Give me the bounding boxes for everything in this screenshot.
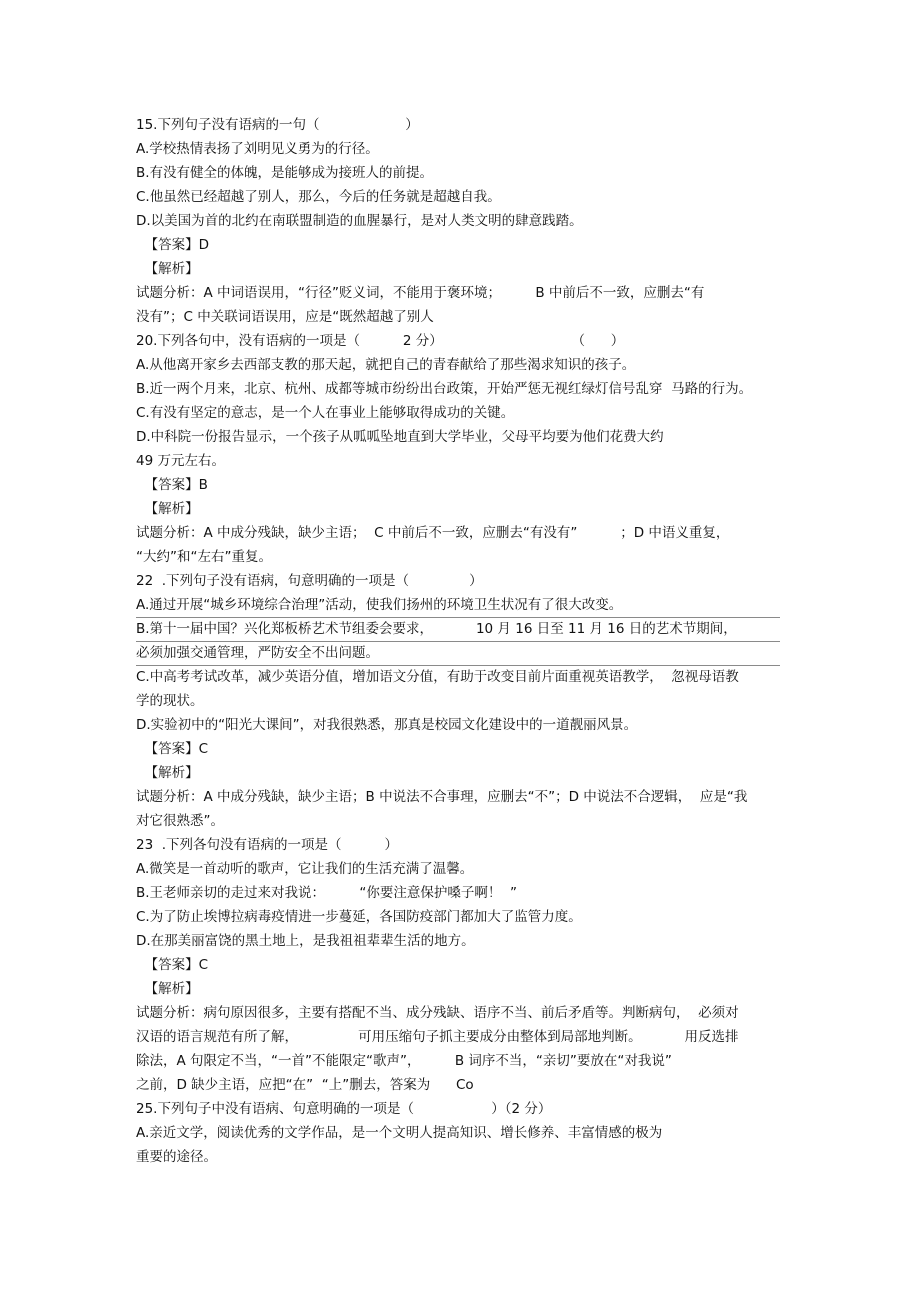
text-line: 23 .下列各句没有语病的一项是（ ）: [136, 837, 398, 853]
text-line: C.有没有坚定的意志，是一个人在事业上能够取得成功的关键。: [136, 405, 515, 421]
text-line: 【答案】B: [136, 477, 208, 493]
text-line: 【解析】: [136, 261, 199, 277]
text-line: 对它很熟悉”。: [136, 813, 224, 829]
divider-line: [136, 617, 780, 618]
text-line: B.近一两个月来，北京、杭州、成都等城市纷纷出台政策，开始严惩无视红绿灯信号乱穿 马路的行为。: [136, 381, 753, 397]
text-line: 除法，A 句限定不当，“一首”不能限定“歌声”， B 词序不当，“亲切”要放在“对我说”: [136, 1053, 672, 1069]
text-line: “大约”和“左右”重复。: [136, 549, 272, 565]
text-line: 49 万元左右。: [136, 453, 225, 469]
text-line: C.中高考考试改革，减少英语分值，增加语文分值，有助于改变目前片面重视英语教学， 忽视母语教: [136, 669, 739, 685]
text-line: D.实验初中的“阳光大课间”，对我很熟悉，那真是校园文化建设中的一道靓丽风景。: [136, 717, 638, 733]
text-line: A.亲近文学，阅读优秀的文学作品，是一个文明人提高知识、增长修养、丰富情感的极为: [136, 1125, 663, 1141]
text-line: 20.下列各句中，没有语病的一项是（ 2 分） （ ）: [136, 333, 625, 349]
text-line: A.学校热情表扬了刘明见义勇为的行径。: [136, 141, 379, 157]
text-line: 试题分析：A 中成分残缺，缺少主语； C 中前后不一致，应删去“有没有” ；D 中语义重复，: [136, 525, 730, 541]
text-line: 试题分析：A 中词语误用，“行径”贬义词，不能用于褒环境； B 中前后不一致，应删去“有: [136, 285, 705, 301]
text-line: 【答案】C: [136, 741, 209, 757]
divider-line: [136, 665, 780, 666]
text-line: 【解析】: [136, 981, 199, 997]
text-line: D.在那美丽富饶的黑土地上，是我祖祖辈辈生活的地方。: [136, 933, 475, 949]
text-line: 【解析】: [136, 765, 199, 781]
text-line: 汉语的语言规范有所了解， 可用压缩句子抓主要成分由整体到局部地判断。 用反选排: [136, 1029, 739, 1045]
text-line: 【解析】: [136, 501, 199, 517]
text-line: 没有”；C 中关联词语误用，应是“既然超越了别人: [136, 309, 434, 325]
text-line: 必须加强交通管理，严防安全不出问题。: [136, 645, 379, 661]
text-line: 15.下列句子没有语病的一句（ ）: [136, 117, 419, 133]
text-line: D.以美国为首的北约在南联盟制造的血腥暴行，是对人类文明的肆意践踏。: [136, 213, 583, 229]
text-line: 22 .下列句子没有语病，句意明确的一项是（ ）: [136, 573, 483, 589]
text-line: 之前，D 缺少主语，应把“在” “上”删去，答案为 Co: [136, 1077, 474, 1093]
text-line: 试题分析：A 中成分残缺，缺少主语；B 中说法不合事理，应删去“不”；D 中说法不合逻辑， 应是“我: [136, 789, 748, 805]
text-line: 25.下列句子中没有语病、句意明确的一项是（ ）（2 分）: [136, 1101, 552, 1117]
text-line: A.微笑是一首动听的歌声，它让我们的生活充满了温馨。: [136, 861, 474, 877]
text-line: 【答案】C: [136, 957, 209, 973]
divider-line: [136, 641, 780, 642]
text-line: B.第十一届中国？兴化郑板桥艺术节组委会要求， 10 月 16 日至 11 月 16 日的艺术节期间，: [136, 621, 737, 637]
text-line: A.从他离开家乡去西部支教的那天起，就把自己的青春献给了那些渴求知识的孩子。: [136, 357, 636, 373]
text-line: 重要的途径。: [136, 1149, 217, 1165]
text-line: 【答案】D: [136, 237, 209, 253]
text-line: C.他虽然已经超越了别人，那么，今后的任务就是超越自我。: [136, 189, 501, 205]
text-line: 学的现状。: [136, 693, 204, 709]
text-line: A.通过开展“城乡环境综合治理”活动，使我们扬州的环境卫生状况有了很大改变。: [136, 597, 623, 613]
text-line: 试题分析：病句原因很多，主要有搭配不当、成分残缺、语序不当、前后矛盾等。判断病句， 必须对: [136, 1005, 739, 1021]
text-line: B.王老师亲切的走过来对我说： “你要注意保护嗓子啊！ ”: [136, 885, 517, 901]
text-line: B.有没有健全的体魄，是能够成为接班人的前提。: [136, 165, 434, 181]
text-line: D.中科院一份报告显示，一个孩子从呱呱坠地直到大学毕业，父母平均要为他们花费大约: [136, 429, 664, 445]
text-line: C.为了防止埃博拉病毒疫情进一步蔓延，各国防疫部门都加大了监管力度。: [136, 909, 582, 925]
